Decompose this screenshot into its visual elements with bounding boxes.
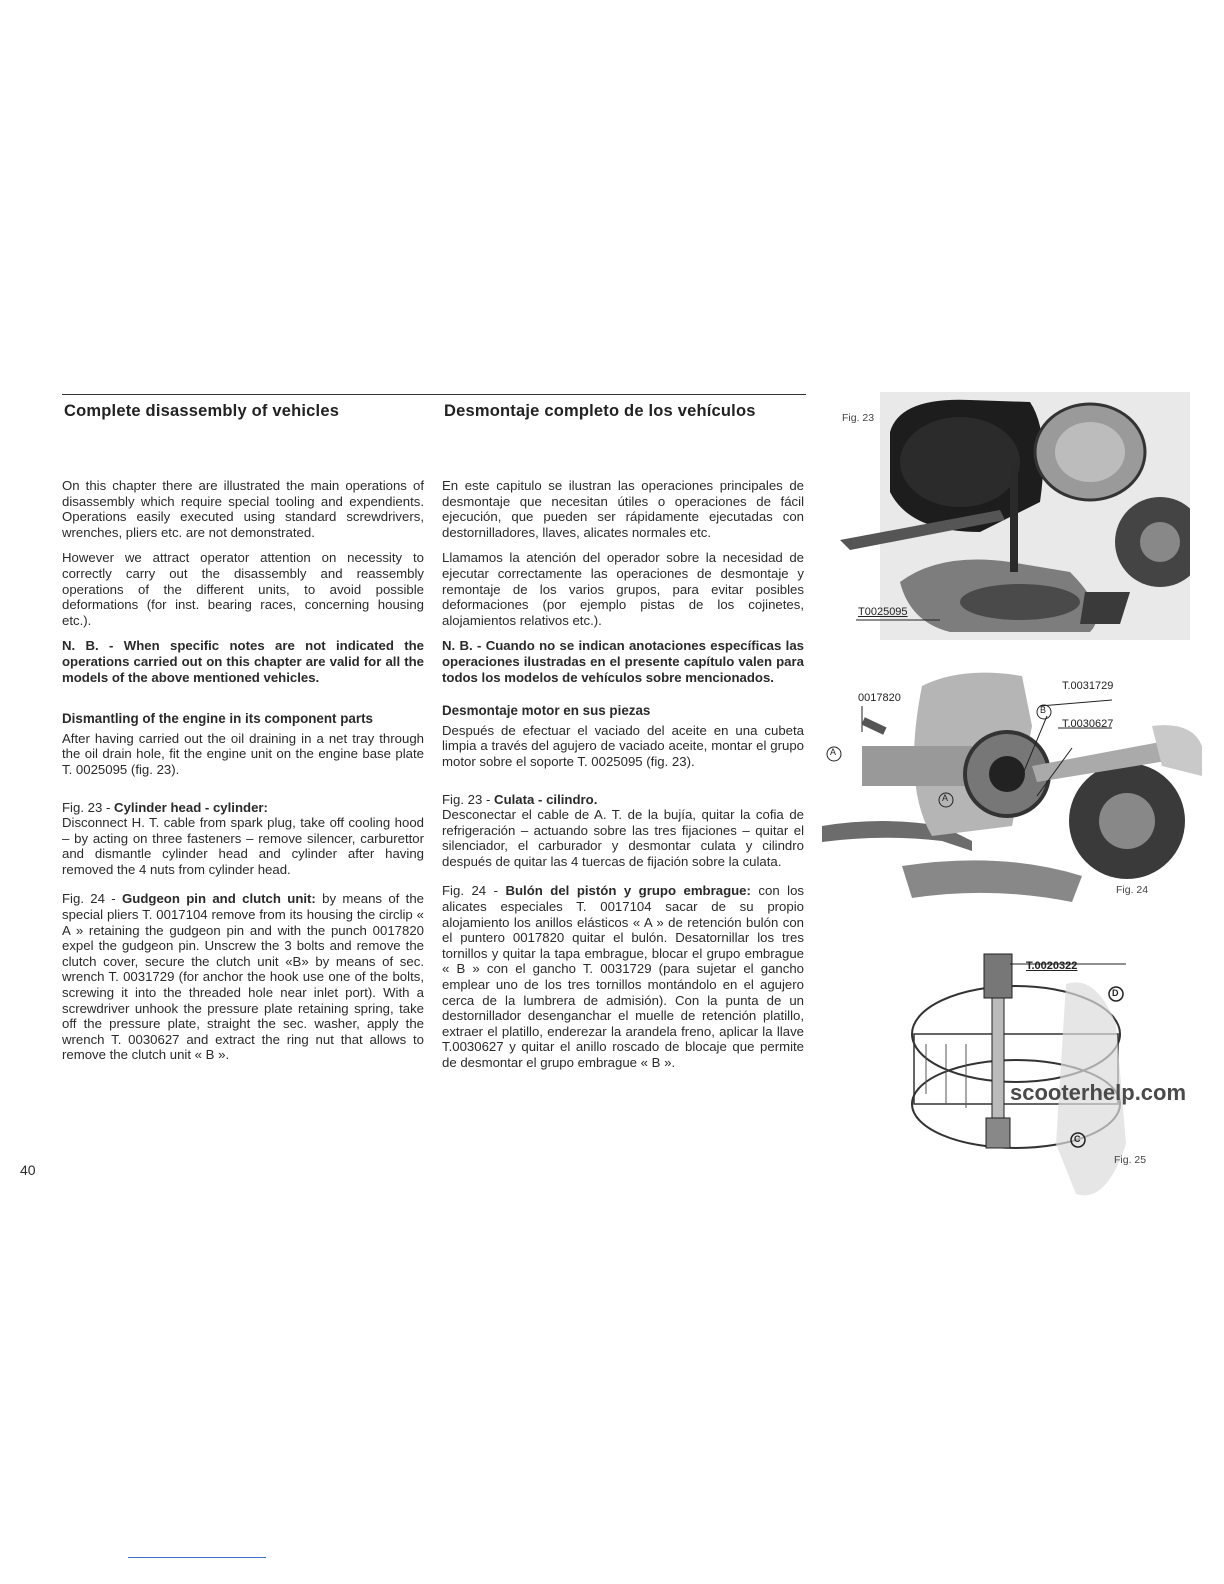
fig24-section-es [442, 883, 804, 1070]
fig23-label-es: Fig. 23 - [442, 791, 495, 807]
fig24-callout-hook: T.0031729 [1062, 680, 1114, 692]
fig23-text: Disconnect H. T. cable from spark plug, take off cooling hood – by acting on three fasteners – remove silencer, carburettor and dismantle cylinder head and cylinder after having removed the 4 nuts from cylinder head. [62, 815, 424, 877]
page-number: 40 [20, 1162, 36, 1178]
heading-en: Complete disassembly of vehicles [64, 402, 340, 420]
fig25-letter-c: C [1074, 1134, 1081, 1144]
fig24-text: by means of the special pliers T. 0017104 remove from its housing the circlip « A » retaining the gudgeon pin and with the punch 0017820 expel the gudgeon pin. Unscrew the 3 bolts and remove the clutch cover, secure the clutch unit «B» by means of sec. wrench T. 0031729 (for anchor the hook use one of the bolts, screwing it into the threaded hole near inlet port). With a screwdriver unhook the pressure plate retaining spring, take off the pressure plate, straight the sec. washer, apply the wrench T. 0030627 and extract the ring nut that allows to remove the clutch unit « B ». [62, 891, 424, 1063]
header-rule [62, 394, 806, 395]
figure-25 [906, 944, 1166, 1214]
clutch-drawing-fig25 [906, 944, 1166, 1214]
watermark-scooterhelp: scooterhelp.com [1010, 1080, 1187, 1105]
fig24-letter-a: A [942, 793, 949, 803]
figure-23 [830, 392, 1190, 640]
fig24-text-es: con los alicates especiales T. 0017104 sacar de su propio alojamiento los anillos elásticos « A » de retención bulón con el puntero 0017820 quitar el bulón. Desatornillar los tres tornillos y quitar la tapa embrague, blocar el grupo embrague « B » con el gancho T. 0031729 (para sujetar el gancho emplear uno de los tres tornillos montándolo en el agujero cerca de la lumbrera de admisión). Con la punta de un destornillador desenganchar el muelle de retención platillo, extraer el platillo, enderezar la arandela freno, aplicar la llave T.0030627 y quitar el anillo roscado de blocaje que permite de desmontar el grupo embrague « B ». [442, 883, 804, 1070]
fig24-label-es: Fig. 24 - [442, 883, 506, 899]
column-spanish [442, 478, 804, 1081]
nb-note-es: N. B. - Cuando no se indican anotaciones específicas las operaciones ilustradas en el presente capítulo valen para todos los modelos de vehículos sobre mencionados. [442, 638, 804, 685]
fig24-title-es: Bulón del pistón y grupo embrague: [505, 883, 751, 899]
fig23-section [62, 800, 424, 878]
subheading-desmontaje: Desmontaje motor en sus piezas [442, 703, 651, 719]
fig23-title-es: Culata - cilindro. [494, 791, 598, 807]
figure-24 [822, 666, 1202, 910]
fig24-section [62, 891, 424, 1063]
intro-paragraph-1-es: En este capitulo se ilustran las operaciones principales de desmontaje que necesitan útiles o operaciones de fácil ejecución, que pueden ser rápidamente ejecutadas con destornilladores, llaves, alicates normales etc. [442, 478, 804, 540]
fig23-caption: Fig. 23 [842, 412, 875, 424]
fig23-title: Cylinder head - cylinder: [114, 799, 268, 815]
fig24-title: Gudgeon pin and clutch unit: [122, 891, 316, 907]
fig25-callout-tool: T.0020322 [1026, 960, 1078, 972]
nb-note: N. B. - When specific notes are not indicated the operations carried out on this chapter are valid for all the models of the above mentioned vehicles. [62, 638, 424, 685]
dismantling-text: After having carried out the oil draining in a net tray through the oil drain hole, fit the engine unit on the engine base plate T. 0025095 (fig. 23). [62, 730, 424, 777]
fig24-letter-a-left: A [830, 747, 837, 757]
heading-es: Desmontaje completo de los vehículos [444, 402, 756, 420]
intro-paragraph-1: On this chapter there are illustrated the main operations of disassembly which require special tooling and expendients. Operations easily executed using standard screwdrivers, wrenches, pliers etc. are not demonstrated. [62, 478, 424, 540]
engine-photo-fig23 [830, 392, 1190, 640]
footer-link-underline[interactable] [128, 1557, 266, 1558]
fig24-letter-b: B [1040, 705, 1047, 715]
fig23-callout-base-plate: T0025095 [858, 606, 908, 618]
intro-paragraph-2-es: Llamamos la atención del operador sobre la necesidad de ejecutar correctamente las operaciones de desmontaje y remontaje de los varios grupos, para evitar posibles deformaciones (por ejemplo pistas de los cojinetes, alojamientos relativos etc.). [442, 550, 804, 628]
fig25-letter-d: D [1112, 988, 1119, 998]
fig23-label: Fig. 23 - [62, 799, 115, 815]
fig24-callout-punch: 0017820 [858, 692, 901, 704]
desmontaje-text: Después de efectuar el vaciado del aceite en una cubeta limpia a través del agujero de vaciado aceite, montar el grupo motor sobre el soporte T. 0025095 (fig. 23). [442, 722, 804, 769]
fig24-caption: Fig. 24 [1116, 884, 1149, 896]
fig24-callout-wrench: T.0030627 [1062, 718, 1114, 730]
fig23-text-es: Desconectar el cable de A. T. de la bujía, quitar la cofia de refrigeración – actuando sobre las tres fijaciones – quitar el silenciador, el carburador y desmontar culata y cilindro después de quitar las 4 tuercas de fijación sobre la culata. [442, 807, 804, 869]
fig23-section-es [442, 792, 804, 870]
fig24-label: Fig. 24 - [62, 891, 123, 907]
column-english [62, 478, 424, 1073]
fig25-caption: Fig. 25 [1114, 1154, 1147, 1166]
intro-paragraph-2: However we attract operator attention on necessity to correctly carry out the disassembly and reassembly operations of the different units, to avoid possible deformations (for inst. bearing races, concerning housing etc.). [62, 550, 424, 628]
subheading-dismantling: Dismantling of the engine in its component parts [62, 711, 373, 727]
